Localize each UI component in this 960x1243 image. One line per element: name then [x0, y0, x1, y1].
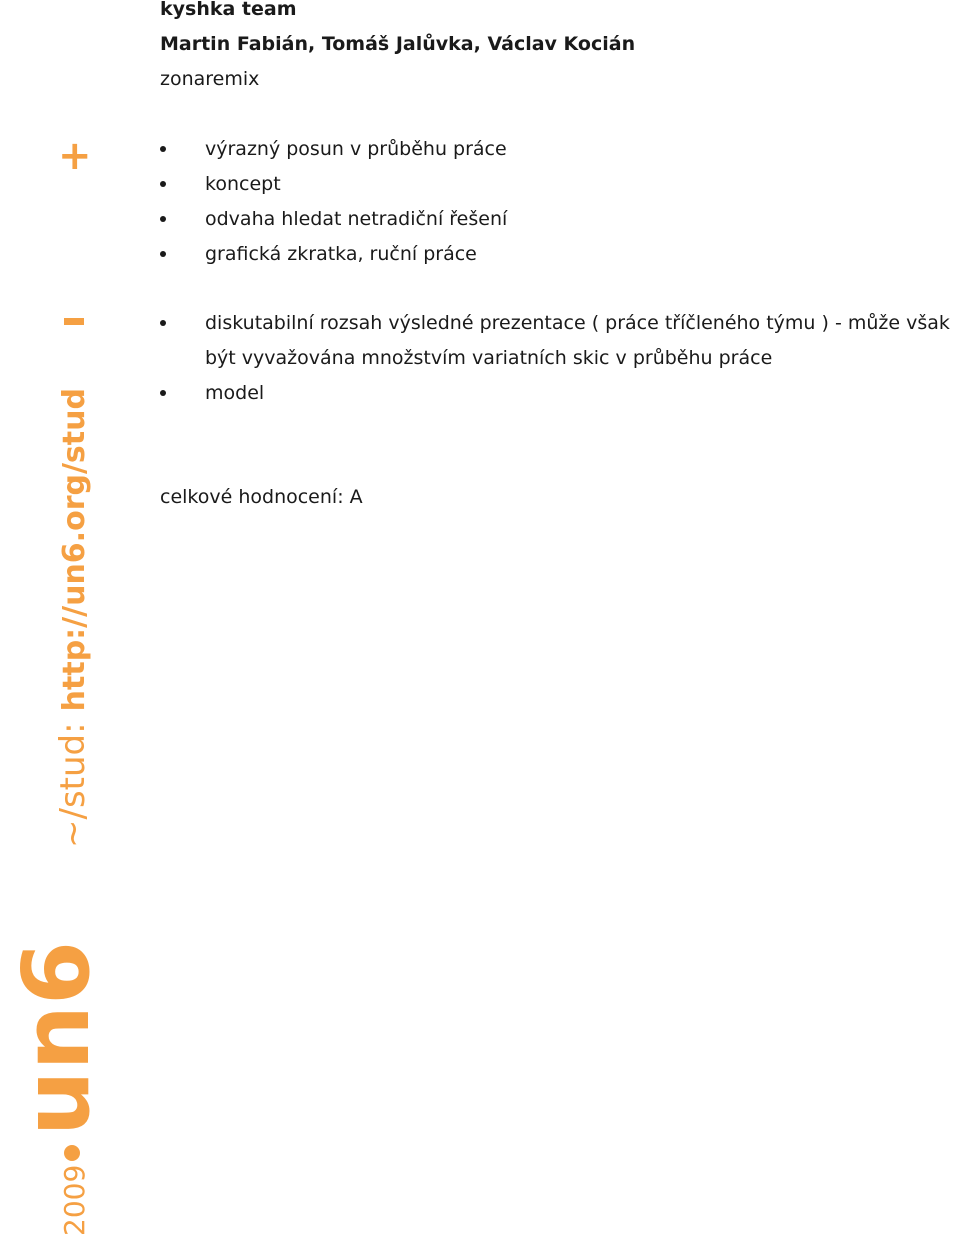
- overall-rating: celkové hodnocení: A: [160, 486, 363, 508]
- brand-dot: [64, 1145, 80, 1161]
- positives-list: [160, 132, 507, 272]
- negative-item: diskutabilní rozsah výsledné prezentace ( práce tříčleného týmu ) - může však být vyvažována množstvím variatních skic v průběhu práce: [160, 306, 957, 376]
- minus-icon: [64, 318, 84, 325]
- team-members: Martin Fabián, Tomáš Jalůvka, Václav Kocián: [160, 33, 636, 55]
- positive-item: koncept: [160, 167, 507, 202]
- positive-item: odvaha hledat netradiční řešení: [160, 202, 507, 237]
- stud-url-link: http://un6.org/stud: [57, 388, 92, 712]
- negatives-list: [160, 306, 957, 411]
- plus-icon: +: [58, 133, 92, 179]
- project-name: zonaremix: [160, 68, 260, 90]
- positive-item: grafická zkratka, ruční práce: [160, 237, 507, 272]
- brand-sidebar: [3, 388, 110, 1243]
- brand-year: 2009: [58, 1164, 91, 1236]
- positive-item: výrazný posun v průběhu práce: [160, 132, 507, 167]
- stud-url: [53, 388, 93, 848]
- negative-item: model: [160, 376, 957, 411]
- team-name: kyshka team: [160, 0, 297, 20]
- stud-url-prefix: ~/stud:: [53, 722, 93, 848]
- un6-logo: un6: [3, 940, 110, 1136]
